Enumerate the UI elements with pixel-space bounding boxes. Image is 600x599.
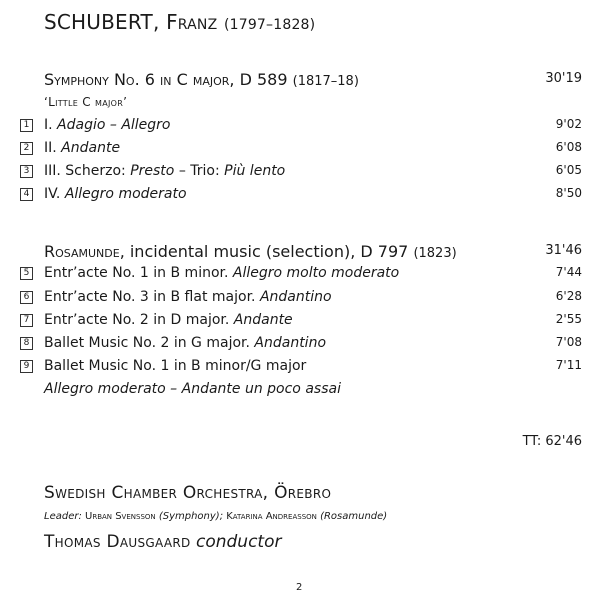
track-duration: 8'50 (555, 186, 582, 200)
track-title: Entr’acte No. 1 in B minor. Allegro molto moderato (44, 265, 400, 281)
conductor-credit (44, 532, 281, 552)
conductor-name: Thomas Dausgaard (44, 532, 191, 552)
composer-name: SCHUBERT, Franz (44, 10, 218, 34)
track-title: III. Scherzo: Presto – Trio: Più lento (44, 163, 286, 179)
track-duration: 6'28 (555, 289, 582, 303)
track-title: Ballet Music No. 1 in B minor/G major (44, 358, 307, 374)
work-title-rosamunde (44, 242, 457, 261)
track-title: I. Adagio – Allegro (44, 117, 171, 133)
track-number: 9 (20, 360, 33, 373)
track-row (20, 186, 582, 206)
track-duration: 6'05 (555, 163, 582, 177)
track-continuation: Allegro moderato – Andante un poco assai (44, 381, 341, 397)
track-number: 8 (20, 337, 33, 350)
track-duration: 7'08 (555, 335, 582, 349)
leader-credit: Leader: Urban Svensson (Symphony); Katarina Andreasson (Rosamunde) (44, 511, 388, 522)
track-title: Entr’acte No. 3 in B flat major. Andantino (44, 289, 332, 305)
track-row (20, 335, 582, 355)
conductor-role: conductor (190, 532, 282, 552)
track-number: 4 (20, 188, 33, 201)
total-time: TT: 62'46 (522, 434, 582, 449)
track-row (20, 163, 582, 183)
work-subtitle: ‘Little C major’ (44, 95, 128, 109)
track-row (20, 265, 582, 285)
track-number: 3 (20, 165, 33, 178)
work-catalog: , incidental music (selection), D 797 (119, 242, 409, 261)
track-number: 5 (20, 267, 33, 280)
track-row (20, 289, 582, 309)
track-duration: 2'55 (555, 312, 582, 326)
track-title: Entr’acte No. 2 in D major. Andante (44, 312, 293, 328)
track-number: 6 (20, 291, 33, 304)
work-name: Rosamunde (44, 242, 120, 261)
work-dates: (1823) (413, 246, 457, 261)
page-number: 2 (296, 582, 303, 593)
track-row (20, 117, 582, 137)
track-row (20, 358, 582, 378)
track-number: 1 (20, 119, 33, 132)
track-duration: 7'11 (555, 358, 582, 372)
work-title-symphony (44, 70, 359, 89)
track-duration: 6'08 (555, 140, 582, 154)
track-title: Ballet Music No. 2 in G major. Andantino (44, 335, 327, 351)
work-catalog: , D 589 (229, 70, 288, 89)
track-title: IV. Allegro moderato (44, 186, 187, 202)
track-duration: 7'44 (555, 265, 582, 279)
track-number: 7 (20, 314, 33, 327)
track-row (20, 312, 582, 332)
work-duration-rosamunde: 31'46 (545, 243, 582, 258)
work-dates: (1817–18) (292, 74, 359, 89)
track-duration: 9'02 (555, 117, 582, 131)
track-number: 2 (20, 142, 33, 155)
track-row (20, 140, 582, 160)
work-duration-symphony: 30'19 (545, 71, 582, 86)
track-title: II. Andante (44, 140, 121, 156)
composer-dates: (1797–1828) (223, 17, 316, 33)
work-name: Symphony No. 6 in C major (44, 70, 230, 89)
composer-heading (44, 10, 315, 34)
orchestra-name: Swedish Chamber Orchestra, Örebro (44, 483, 332, 503)
